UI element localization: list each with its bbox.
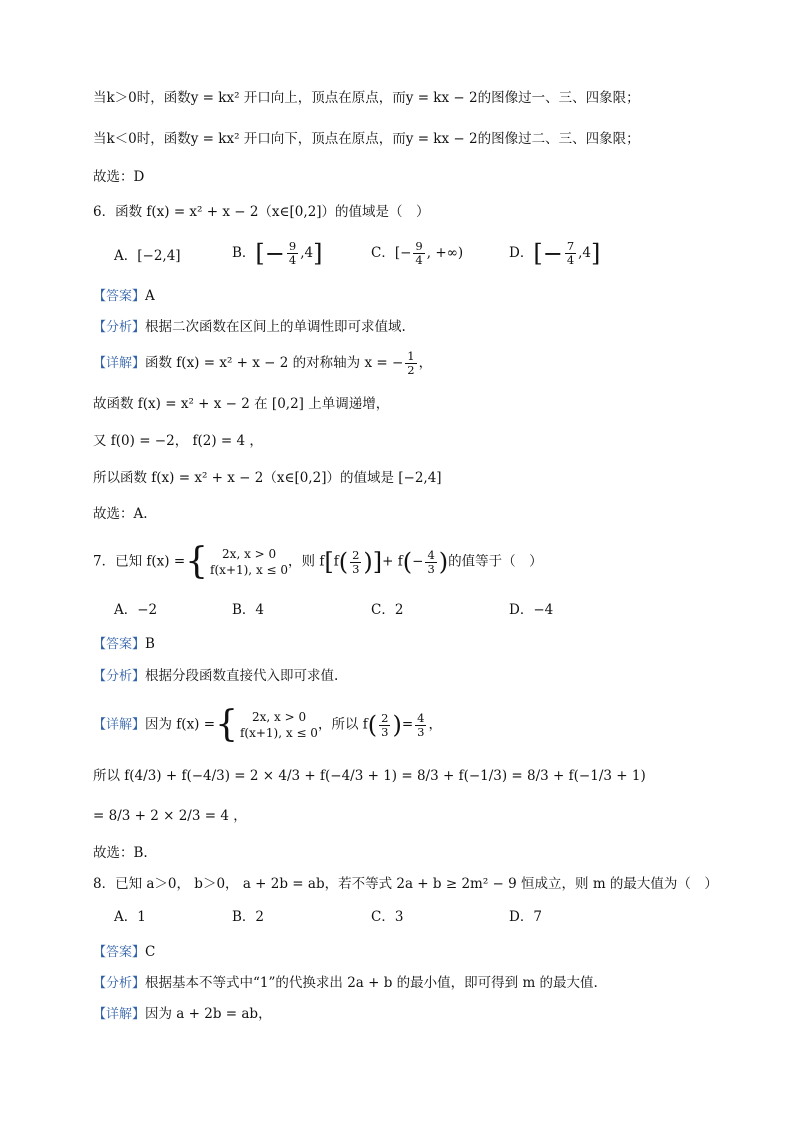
detail-tag: 【详解】 (93, 717, 146, 733)
analysis-tag: 【分析】 (93, 320, 146, 335)
q7-detail-1-frac (379, 712, 390, 739)
q7-cases (210, 546, 288, 578)
q6-option-b-label: B． (232, 245, 256, 261)
q7-detail-3: = 8/3 + 2 × 2/3 = 4 ， (93, 808, 247, 824)
q7-detail-case-1: 2x, x > 0 (251, 710, 307, 724)
q6-detail-1-text: 函数 f(x) = x² + x − 2 的对称轴为 x = − (145, 355, 404, 371)
q8-answer-value: C (145, 944, 156, 960)
q7-detail-2: 所以 f(4/3) + f(−4/3) = 2 × 4/3 + f(−4/3 + 1) = 8/3 + f(−1/3) = 8/3 + f(−1/3 + 1) (93, 768, 646, 784)
answer-tag: 【答案】 (93, 637, 146, 652)
q6-analysis-text: 根据二次函数在区间上的单调性即可求值域. (145, 319, 406, 335)
q7-detail-1: 【详解】因为 f(x) ={ 2x, x > 0 f(x+1), x ≤ 0 ，所以 f( $\frac{2}{3}$ )= $\frac{4}{3}$ ， (93, 704, 442, 745)
prev-choice: 故选：D (93, 169, 145, 185)
q6-option-b: B．[− $\frac{9}{4}$ ,4] (232, 239, 323, 268)
q7-stem-post: 的值等于（ ） (448, 553, 543, 570)
detail-tag: 【详解】 (93, 356, 146, 371)
q6-option-d-frac (565, 240, 576, 267)
q7-detail-1-mid: ，所以 f (317, 716, 368, 733)
q7-stem-plus: + f (382, 553, 403, 570)
q6-option-b-frac (287, 240, 298, 267)
q8-option-c: C．3 (371, 909, 404, 925)
q7-analysis-text: 根据分段函数直接代入即可求值. (145, 668, 339, 684)
q8-stem: 8．已知 a＞0， b＞0， a + 2b = ab，若不等式 2a + b ≥ 2m² − 9 恒成立，则 m 的最大值为（ ） (93, 876, 718, 892)
q6-detail-1 (93, 350, 432, 377)
q7-detail-1-den: 3 (381, 724, 389, 739)
q7-choice: 故选：B. (93, 845, 148, 861)
q7-answer (93, 633, 155, 656)
q8-detail-1-text: 因为 a + 2b = ab， (145, 1006, 272, 1022)
detail-tag: 【详解】 (93, 1007, 146, 1022)
q6-detail-2: 故函数 f(x) = x² + x − 2 在 [0,2] 上单调递增， (93, 396, 390, 412)
analysis-tag: 【分析】 (93, 976, 146, 991)
q7-stem-pre: 7．已知 f(x) = (93, 553, 186, 570)
q6-detail-1-post: ， (418, 355, 433, 371)
answer-tag: 【答案】 (93, 945, 146, 960)
q8-answer (93, 941, 155, 964)
q6-option-c-num: 9 (415, 239, 423, 253)
q8-analysis-text: 根据基本不等式中“1”的代换求出 2a + b 的最小值，即可得到 m 的最大值. (145, 975, 598, 991)
q7-detail-1-rfrac (415, 712, 426, 739)
q6-detail-1-den: 2 (407, 363, 415, 377)
q6-choice: 故选：A. (93, 506, 148, 522)
q7-answer-value: B (145, 636, 155, 652)
q8-option-d: D．7 (509, 909, 542, 925)
q7-stem-mid: ，则 f (288, 553, 325, 570)
q6-option-b-post: ,4 (300, 245, 314, 261)
q7-option-c: C．2 (371, 602, 404, 618)
q6-option-c-den: 4 (415, 253, 423, 267)
q7-detail-1-num: 2 (381, 710, 389, 725)
analysis-tag: 【分析】 (93, 669, 146, 684)
q8-option-a: A．1 (114, 909, 146, 925)
q6-detail-3: 又 f(0) = −2， f(2) = 4 ， (93, 433, 263, 449)
q6-answer (93, 285, 155, 308)
q6-option-d-num: 7 (566, 239, 575, 253)
q6-stem: 6．函数 f(x) = x² + x − 2（x∈[0,2]）的值域是（ ） (93, 204, 430, 220)
q7-detail-case-2: f(x+1), x ≤ 0 (239, 726, 318, 740)
q7-case-2: f(x+1), x ≤ 0 (210, 563, 289, 577)
q6-option-d: D．[− $\frac{7}{4}$ ,4] (509, 239, 601, 268)
q6-option-b-num: 9 (288, 239, 297, 253)
q6-answer-value: A (145, 288, 155, 304)
prev-line-2: 当k＜0时，函数y = kx² 开口向下，顶点在原点，而y = kx − 2的图像过二、三、四象限； (93, 131, 640, 147)
q6-option-c-pre: C．[− (371, 245, 412, 261)
q7-analysis (93, 665, 338, 688)
q6-option-d-label: D． (509, 245, 534, 261)
q6-detail-1-frac (405, 350, 416, 377)
q6-option-c (371, 240, 463, 267)
q7-detail-1-eq: = (401, 716, 414, 733)
q7-stem-frac-1 (350, 549, 361, 576)
q6-detail-4: 所以函数 f(x) = x² + x − 2（x∈[0,2]）的值域是 [−2,4] (93, 470, 442, 486)
q7-case-1: 2x, x > 0 (222, 547, 277, 561)
q6-option-b-den: 4 (288, 253, 297, 267)
q7-stem-frac-1-num: 2 (352, 547, 360, 562)
q7-option-d: D．−4 (509, 602, 554, 618)
q6-option-d-post: ,4 (578, 245, 592, 261)
q8-option-b: B．2 (232, 909, 265, 925)
q7-stem-frac-2 (425, 549, 436, 576)
q8-analysis (93, 972, 598, 995)
q7-detail-1-rnum: 4 (417, 710, 425, 725)
q6-option-a: A．[−2,4] (114, 248, 181, 264)
q7-stem-frac-2-num: 4 (427, 547, 435, 562)
prev-line-1: 当k＞0时，函数y = kx² 开口向上，顶点在原点，而y = kx − 2的图像过一、三、四象限； (93, 90, 640, 106)
q7-detail-1-rden: 3 (417, 724, 425, 739)
q6-option-d-den: 4 (566, 253, 575, 267)
q7-option-a: A．−2 (114, 602, 158, 618)
q7-detail-cases (240, 709, 318, 741)
q7-stem-frac-1-den: 3 (352, 561, 360, 576)
q7-stem: 7．已知 f(x) ={ 2x, x > 0 f(x+1), x ≤ 0 ，则 f[f( $\frac{2}{3}$ )]+ f(− $\frac{4}{3}$ )的值等于（ ） (93, 541, 543, 582)
q7-stem-frac-2-den: 3 (427, 561, 435, 576)
q7-option-b: B．4 (232, 602, 265, 618)
q6-option-c-post: , +∞) (426, 245, 464, 261)
answer-tag: 【答案】 (93, 289, 146, 304)
q6-analysis (93, 316, 406, 339)
q6-option-c-frac (413, 240, 424, 267)
q6-detail-1-num: 1 (407, 349, 415, 363)
q8-detail-1 (93, 1003, 272, 1026)
q7-detail-1-pre: 因为 f(x) = (145, 716, 216, 733)
q7-detail-1-post: ， (428, 716, 442, 733)
